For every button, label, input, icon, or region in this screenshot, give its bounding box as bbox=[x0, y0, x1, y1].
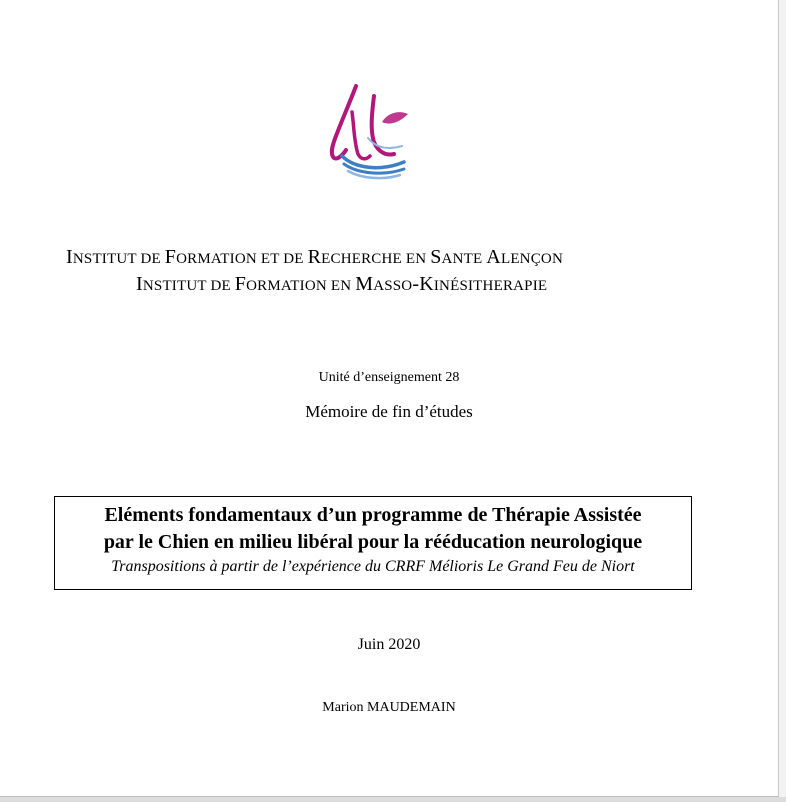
line2-segment: ASSO bbox=[373, 278, 413, 294]
line2-segment: NSTITUT DE bbox=[142, 278, 235, 294]
line1-segment: ECHERCHE EN bbox=[321, 251, 431, 267]
thesis-title-box bbox=[54, 496, 692, 590]
line1-segment: ORMATION ET DE bbox=[176, 251, 308, 267]
thesis-title-line-1: Eléments fondamentaux d’un programme de Thérapie Assistée bbox=[104, 504, 642, 526]
institute-logo-icon bbox=[328, 82, 414, 184]
line2-segment: INÉSITHERAPIE bbox=[433, 278, 548, 294]
viewer-right-edge bbox=[779, 0, 786, 802]
line1-segment: NSTITUT DE bbox=[72, 251, 165, 267]
line2-segment: ORMATION EN bbox=[246, 278, 356, 294]
line1-segment: R bbox=[307, 246, 322, 268]
thesis-date: Juin 2020 bbox=[357, 636, 421, 653]
line1-segment: S bbox=[430, 246, 442, 268]
author-name: Marion MAUDEMAIN bbox=[322, 700, 456, 715]
thesis-title-line-2: par le Chien en milieu libéral pour la rééducation neurologique bbox=[103, 531, 643, 553]
teaching-unit-label: Unité d’enseignement 28 bbox=[318, 370, 460, 385]
line2-segment: I bbox=[136, 273, 143, 295]
line1-segment: F bbox=[164, 246, 177, 268]
line1-segment: I bbox=[66, 246, 73, 268]
line2-segment: -K bbox=[412, 273, 434, 295]
line1-segment: ANTE bbox=[441, 251, 487, 267]
thesis-subtitle: Transpositions à partir de l’expérience du CRRF Mélioris Le Grand Feu de Niort bbox=[111, 558, 635, 575]
line2-segment: F bbox=[234, 273, 247, 295]
institute-name-line-1 bbox=[66, 246, 563, 269]
thesis-type-label: Mémoire de fin d’études bbox=[305, 402, 473, 421]
institute-name-line-2 bbox=[136, 273, 547, 296]
viewer-bottom-edge bbox=[0, 797, 786, 802]
line1-segment: LENÇON bbox=[500, 251, 563, 267]
line1-segment: A bbox=[486, 246, 501, 268]
line2-segment: M bbox=[355, 273, 374, 295]
